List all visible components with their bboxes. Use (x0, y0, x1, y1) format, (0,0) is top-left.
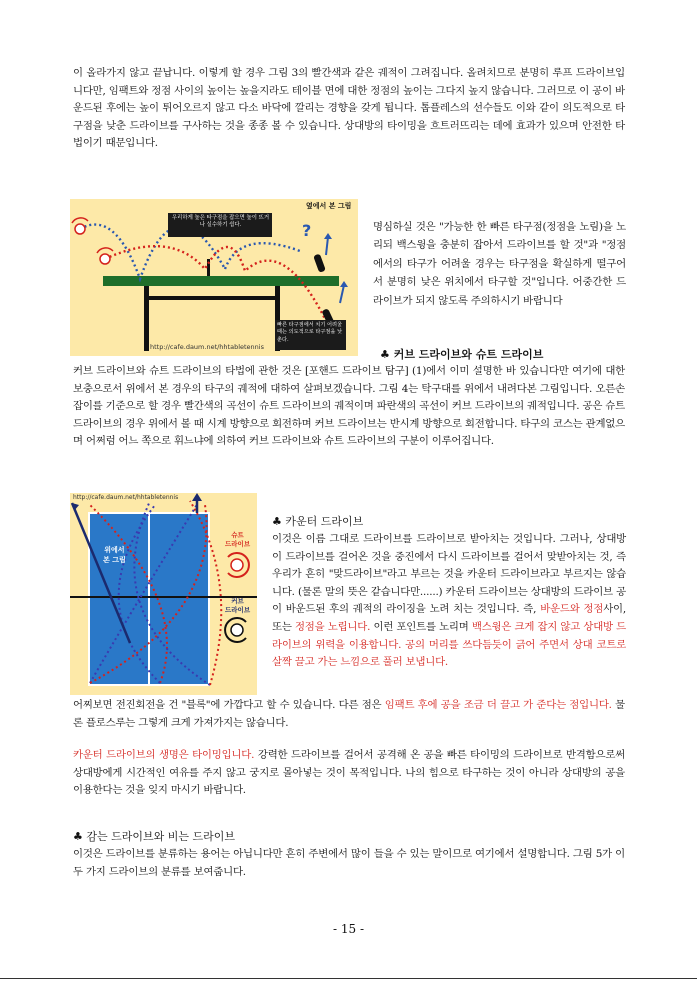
heavy-light-drive-paragraph: 이것은 드라이브를 분류하는 용어는 아닙니다만 흔히 주변에서 많이 들을 수 있는 말이므로 여기에서 설명합니다. 그림 5가 이 두 가지 드라이브의 분류를 보여줍니다. (73, 848, 625, 878)
counter-drive-heading: ♣ 카운터 드라이브 (272, 515, 364, 528)
counter-drive-paragraph-cont: 어찌보면 전진회전을 건 "블록"에 가깝다고 할 수 있습니다. 다른 점은 임팩트 후에 공을 조금 더 끌고 가 준다는 점입니다. 물론 플로스루는 그렇게 크게 가져가지는 않습니다. (73, 699, 625, 729)
note-low-point: 빠른 타구점에서 치기 어려울 때는 의도적으로 타구점을 낮춘다. (277, 322, 343, 343)
side-note-paragraph: 명심하실 것은 "가능한 한 빠른 타구점(정점을 노림)을 노리되 백스윙을 충분히 잡아서 드라이브를 할 것"과 "정점에서의 타구가 어려울 경우는 타구점을 확실하게 떨구어서 분명히 낮은 위치에서 타구할 것"입니다. 어중간한 드라이브가 되지 않도록 주의하시기 바랍니다 (373, 221, 626, 307)
top-view-caption: 위에서 본 그림 (103, 546, 126, 564)
heavy-light-drive-heading: ♣ 감는 드라이브와 비는 드라이브 (73, 830, 235, 843)
intro-paragraph: 이 올라가지 않고 끝납니다. 이렇게 할 경우 그림 3의 빨간색과 같은 궤적이 그려집니다. 올려치므로 분명히 루프 드라이브입니다만, 임팩트와 정점 사이의 높이는 높을지라도 테이블 면에 대한 정점의 높이는 그다지 높지 않습니다. 그러므로 이 공이 바운드된 후에는 높이 튀어오르지 않고 다소 바닥에 깔리는 경향을 갖게 됩니다. 톱플레스의 선수들도 이와 같이 의도적으로 타구점을 낮춘 드라이브를 구사하는 것을 종종 볼 수 있습니다. 상대방의 타이밍을 흐트러뜨리는 데에 효과가 있으며 안전한 타법이기 때문입니다. (73, 67, 625, 150)
top-view-diagram (70, 493, 257, 695)
side-view-caption: 옆에서 본 그림 (306, 202, 352, 210)
note-high-point: 우리하게 높은 타구점을 잡으면 높이 뜨거나 실수하기 쉽다. (171, 215, 270, 228)
curve-drive-label: 커브 드라이브 (225, 597, 251, 614)
figure-top-view (70, 493, 257, 695)
counter-timing-paragraph: 카운터 드라이브의 생명은 타이밍입니다. 강력한 드라이브를 걸어서 공격해 온 공을 빠른 타이밍의 드라이브로 반격함으로써 상대방에게 시간적인 여유를 주지 않고 궁지로 몰아넣는 것이 목적입니다. 나의 힘으로 타구하는 것이 아니라 상대방의 공을 이용한다는 것을 잊지 마시기 바랍니다. (73, 749, 625, 797)
shoot-drive-label: 슈트 드라이브 (225, 531, 251, 548)
question-mark: ? (302, 221, 312, 240)
top-view-url: http://cafe.daum.net/hhtabletennis (73, 494, 179, 501)
page-number: - 15 - (332, 922, 364, 936)
table-top (103, 276, 339, 286)
counter-drive-paragraph: 이것은 이름 그대로 드라이브를 드라이브로 받아치는 것입니다. 그러나, 상대방이 드라이브를 걸어온 것을 중진에서 다시 드라이브를 걸어서 맞받아치는 것, 즉 우리가 흔히 "맞드라이브"라고 부르는 것을 카운터 드라이브라고 부르지는 않습니다. (물론 말의 뜻은 같습니다만......) 카운터 드라이브는 상대방의 드라이브 공이 바운드된 후의 궤적의 라이징을 노려 치는 것입니다. 즉, 바운드와 정점사이, 또는 정점을 노립니다. 이런 포인트를 노리며 백스윙은 크게 잡지 않고 상대방 드라이브의 위력을 이용합니다. 공의 머리를 쓰다듬듯이 긁어 주면서 상대 코트로 살짝 끌고 가는 느낌으로 풀러 보냅니다. (272, 533, 626, 669)
curve-shoot-heading: ♣ 커브 드라이브와 슈트 드라이브 (380, 348, 544, 361)
figure-url: http://cafe.daum.net/hhtabletennis (150, 343, 264, 351)
curve-shoot-paragraph: 커브 드라이브와 슈트 드라이브의 타법에 관한 것은 [포핸드 드라이브 탐구] (1)에서 이미 설명한 바 있습니다만 여기에 대한 보충으로서 위에서 본 경우의 타구의 궤적에 대하여 살펴보겠습니다. 그림 4는 탁구대를 위에서 내려다본 그림입니다. 오른손잡이를 기준으로 할 경우 빨간색의 곡선이 슈트 드라이브의 궤적이며 파란색의 곡선이 커브 드라이브의 궤적입니다. 공은 슈트 드라이브의 경우 위에서 볼 때 시계 방향으로 회전하며 커브 드라이브는 반시계 방향으로 회전합니다. 타구의 코스는 관계없으며 어쩌럼 어느 쪽으로 휘느냐에 의하여 커브 드라이브와 슈트 드라이브의 구분이 이루어집니다. (73, 365, 625, 448)
footer-rule (0, 978, 697, 979)
figure-side-view (70, 199, 358, 356)
